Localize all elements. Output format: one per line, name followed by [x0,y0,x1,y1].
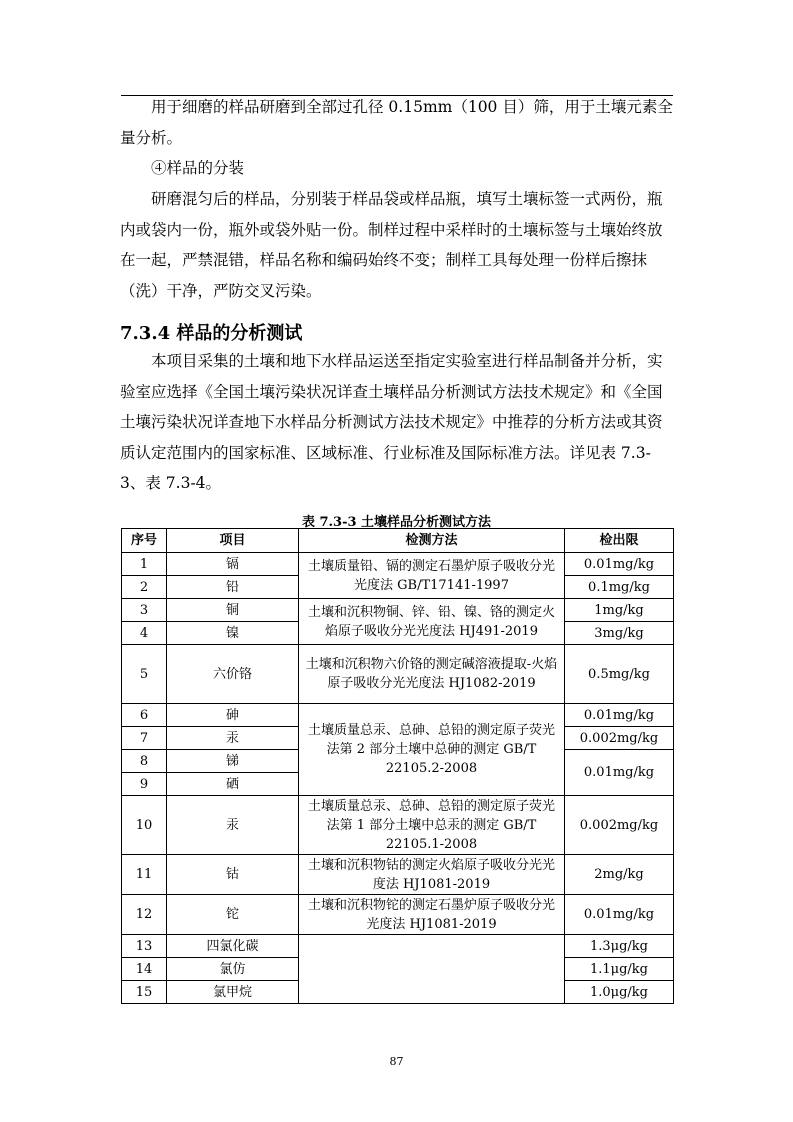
cell-seq: 9 [122,773,167,796]
cell-limit: 1mg/kg [565,599,674,622]
cell-item: 六价铬 [167,645,299,704]
cell-item: 氯仿 [167,958,299,981]
table-header-row [122,529,674,553]
body-paragraph-1 [120,92,676,153]
header-limit: 检出限 [565,529,674,553]
cell-item: 钴 [167,855,299,895]
cell-limit: 1.1μg/kg [565,958,674,981]
cell-seq: 4 [122,622,167,645]
table-row [122,645,674,704]
cell-item: 氯甲烷 [167,981,299,1004]
header-method: 检测方法 [299,529,565,553]
cell-limit: 3mg/kg [565,622,674,645]
cell-limit: 1.3μg/kg [565,935,674,958]
table-row [122,855,674,895]
cell-limit: 1.0μg/kg [565,981,674,1004]
cell-method: 土壤和沉积物六价铬的测定碱溶液提取-火焰原子吸收分光光度法 HJ1082-2019 [299,645,565,704]
cell-item: 汞 [167,796,299,855]
cell-method [299,935,565,1004]
cell-method: 土壤质量铅、镉的测定石墨炉原子吸收分光光度法 GB/T17141-1997 [299,553,565,599]
cell-seq: 3 [122,599,167,622]
header-item: 项目 [167,529,299,553]
body-paragraph-3: 研磨混匀后的样品，分别装于样品袋或样品瓶，填写土壤标签一式两份，瓶内或袋内一份，瓶外或袋外贴一份。制样过程中采样时的土壤标签与土壤始终放在一起，严禁混错，样品名称和编码始终不变；制样工具每处理一份样后擦抹（洗）干净，严防交叉污染。 [120,190,663,300]
cell-seq: 12 [122,895,167,935]
body-paragraph-1-text: 用于细磨的样品研磨到全部过孔径 0.15mm（100 目）筛，用于土壤元素全量分析。 [120,98,673,147]
cell-limit: 0.01mg/kg [565,553,674,576]
cell-item: 锑 [167,750,299,773]
table-row [122,935,674,958]
table-caption: 表 7.3-3 土壤样品分析测试方法 [301,515,492,530]
cell-limit: 0.002mg/kg [565,727,674,750]
cell-seq: 15 [122,981,167,1004]
cell-item: 四氯化碳 [167,935,299,958]
table-row [122,704,674,727]
cell-limit: 0.002mg/kg [565,796,674,855]
cell-item: 铜 [167,599,299,622]
cell-method: 土壤质量总汞、总砷、总铅的测定原子荧光法第 2 部分土壤中总砷的测定 GB/T 22105.2-2008 [299,704,565,796]
header-seq: 序号 [122,529,167,553]
cell-item: 汞 [167,727,299,750]
section-paragraph: 本项目采集的土壤和地下水样品运送至指定实验室进行样品制备并分析，实验室应选择《全国土壤污染状况详查土壤样品分析测试方法技术规定》和《全国土壤污染状况详查地下水样品分析测试方法技术规定》中推荐的分析方法或其资质认定范围内的国家标准、区域标准、行业标准及国际标准方法。详见表 7.3-3、表 7.3-4。 [120,352,663,492]
cell-seq: 7 [122,727,167,750]
page-number: 87 [389,1055,404,1068]
cell-item: 镍 [167,622,299,645]
table-row [122,796,674,855]
cell-seq: 6 [122,704,167,727]
cell-seq: 10 [122,796,167,855]
cell-limit: 0.01mg/kg [565,750,674,796]
cell-limit: 0.1mg/kg [565,576,674,599]
cell-seq: 14 [122,958,167,981]
cell-method: 土壤和沉积物铊的测定石墨炉原子吸收分光光度法 HJ1081-2019 [299,895,565,935]
cell-item: 砷 [167,704,299,727]
cell-seq: 1 [122,553,167,576]
section-heading: 7.3.4 样品的分析测试 [120,323,303,344]
cell-limit: 0.01mg/kg [565,895,674,935]
table-row [122,599,674,622]
table-row [122,895,674,935]
cell-method: 土壤和沉积物钴的测定火焰原子吸收分光光度法 HJ1081-2019 [299,855,565,895]
cell-method: 土壤质量总汞、总砷、总铅的测定原子荧光法第 1 部分土壤中总汞的测定 GB/T 22105.1-2008 [299,796,565,855]
cell-seq: 2 [122,576,167,599]
cell-item: 铅 [167,576,299,599]
analysis-methods-table [121,528,674,1004]
cell-limit: 0.01mg/kg [565,704,674,727]
cell-seq: 8 [122,750,167,773]
body-paragraph-2: ④样品的分装 [151,159,245,177]
cell-method: 土壤和沉积物铜、锌、铅、镍、铬的测定火焰原子吸收分光光度法 HJ491-2019 [299,599,565,645]
cell-seq: 13 [122,935,167,958]
cell-seq: 5 [122,645,167,704]
cell-item: 镉 [167,553,299,576]
cell-limit: 0.5mg/kg [565,645,674,704]
cell-item: 铊 [167,895,299,935]
cell-item: 硒 [167,773,299,796]
table-row [122,553,674,576]
cell-limit: 2mg/kg [565,855,674,895]
cell-seq: 11 [122,855,167,895]
